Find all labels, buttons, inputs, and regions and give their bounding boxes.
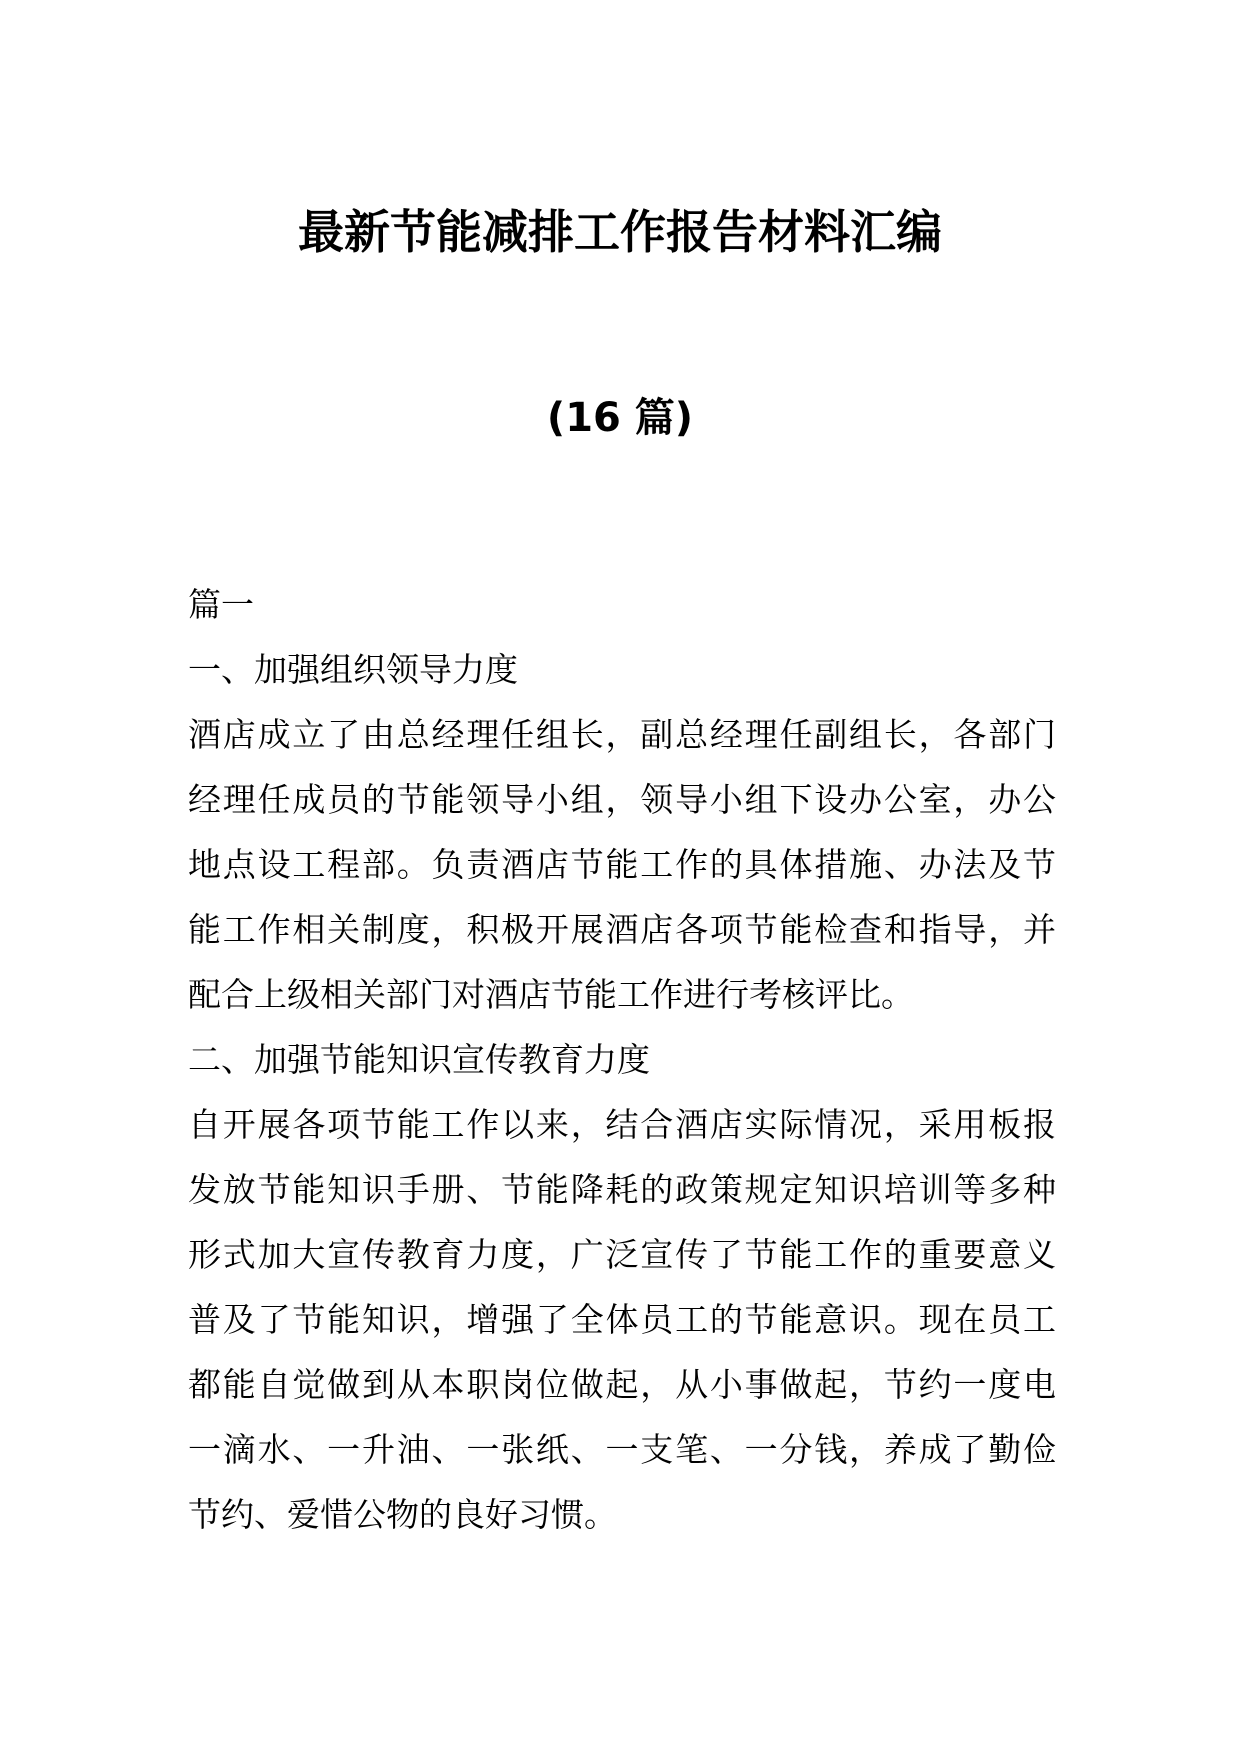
paragraph-2 bbox=[188, 1092, 1056, 1547]
document-subtitle: (16 篇) bbox=[546, 395, 694, 441]
paragraph-line: 酒店成立了由总经理任组长，副总经理任副组长，各部门 bbox=[188, 715, 1056, 754]
paragraph-line: 自开展各项节能工作以来，结合酒店实际情况，采用板报 bbox=[188, 1105, 1056, 1144]
document-body bbox=[188, 572, 1056, 1547]
paragraph-line: 发放节能知识手册、节能降耗的政策规定知识培训等多种 bbox=[188, 1170, 1056, 1209]
paragraph-line: 形式加大宣传教育力度，广泛宣传了节能工作的重要意义 bbox=[188, 1235, 1056, 1274]
paragraph-line: 都能自觉做到从本职岗位做起，从小事做起，节约一度电 bbox=[188, 1365, 1056, 1404]
document-title: 最新节能减排工作报告材料汇编 bbox=[298, 205, 942, 259]
section-label: 篇一 bbox=[188, 585, 254, 624]
paragraph-line: 节约、爱惜公物的良好习惯。 bbox=[188, 1495, 617, 1534]
paragraph-1 bbox=[188, 702, 1056, 1027]
paragraph-line: 经理任成员的节能领导小组，领导小组下设办公室，办公 bbox=[188, 780, 1056, 819]
paragraph-line: 地点设工程部。负责酒店节能工作的具体措施、办法及节 bbox=[188, 845, 1056, 884]
section-heading-2: 二、加强节能知识宣传教育力度 bbox=[188, 1040, 650, 1079]
paragraph-line: 配合上级相关部门对酒店节能工作进行考核评比。 bbox=[188, 975, 914, 1014]
section-heading-1: 一、加强组织领导力度 bbox=[188, 650, 518, 689]
paragraph-line: 能工作相关制度，积极开展酒店各项节能检查和指导，并 bbox=[188, 910, 1056, 949]
paragraph-line: 一滴水、一升油、一张纸、一支笔、一分钱，养成了勤俭 bbox=[188, 1430, 1056, 1469]
paragraph-line: 普及了节能知识，增强了全体员工的节能意识。现在员工 bbox=[188, 1300, 1056, 1339]
